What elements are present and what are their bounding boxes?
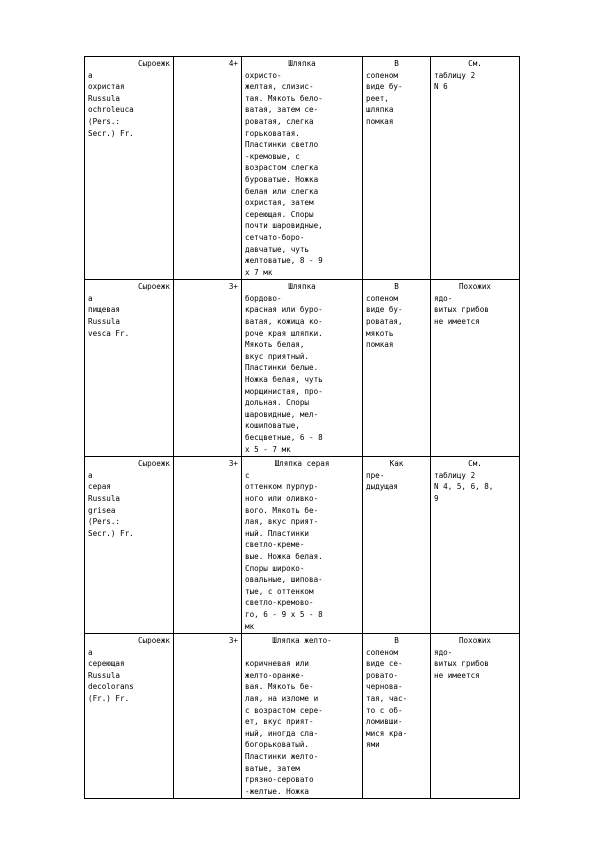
cut-appearance-cell-line: ровато- <box>366 670 399 680</box>
description-cell-line: Шляпка серая <box>274 459 330 469</box>
description-cell-line: ный, иногда сла- <box>245 728 319 738</box>
description-cell-line: бордово- <box>245 293 282 303</box>
cut-appearance-cell <box>363 57 431 280</box>
species-name-cell-line: Сыроежк <box>137 59 170 68</box>
cut-appearance-cell-line: реет, <box>366 93 389 103</box>
cut-appearance-cell-line: В <box>394 282 399 292</box>
description-cell-line: красная или буро- <box>245 305 323 315</box>
species-name-cell-line: Сыроежк <box>137 282 170 292</box>
cut-appearance-cell-line: пре- <box>366 470 385 480</box>
description-cell-line: вого. Мякоть бе- <box>245 505 319 515</box>
table-row <box>85 280 520 457</box>
species-name-cell-line: Russula <box>88 93 121 103</box>
description-cell-line: х 5 - 7 мк <box>245 444 291 454</box>
description-cell-line: оттенком пурпур- <box>245 482 319 492</box>
cut-appearance-cell-line: ями <box>366 740 380 750</box>
description-cell <box>242 634 363 799</box>
similar-species-cell-line: Похожих <box>458 636 491 646</box>
species-name-cell-line: vesca Fr. <box>88 328 130 338</box>
description-cell-line: лая, вкус прият- <box>245 517 319 527</box>
description-cell-line: желтая, слизис- <box>245 82 314 92</box>
description-cell-line: ный. Пластинки <box>245 528 310 538</box>
similar-species-cell-line: витых грибов <box>434 659 489 669</box>
edibility-rating-cell <box>174 57 242 280</box>
edibility-rating-cell <box>174 634 242 799</box>
description-cell-line: почти шаровидные, <box>245 221 323 231</box>
similar-species-cell <box>431 280 520 457</box>
mushroom-table <box>84 56 520 799</box>
description-cell-line: Шляпка <box>288 282 316 292</box>
species-name-cell <box>85 57 174 280</box>
description-cell-line: морщинистая, про- <box>245 386 323 396</box>
description-cell-line: кошиповатые, <box>245 421 300 431</box>
description-cell-line: вые. Ножка белая. <box>245 551 323 561</box>
similar-species-cell-line: См. <box>468 59 482 68</box>
description-cell-line: возрастом слегка <box>245 163 319 173</box>
edibility-rating-cell-line: 3+ <box>228 282 238 292</box>
description-cell-line: богорьковатый. <box>245 740 310 750</box>
edibility-rating-cell-line: 3+ <box>228 459 238 469</box>
description-cell-line: Шляпка <box>288 59 316 68</box>
description-cell-line: ет, вкус прият- <box>245 717 314 727</box>
description-cell-line: -желтые. Ножка <box>245 786 310 796</box>
description-cell <box>242 457 363 634</box>
species-name-cell <box>85 457 174 634</box>
similar-species-cell-line: ядо- <box>434 647 453 657</box>
description-cell-line: вая. Мякоть бе- <box>245 682 314 692</box>
description-cell-line: роче края шляпки. <box>245 328 323 338</box>
similar-species-cell-line: Похожих <box>458 282 491 292</box>
table-row <box>85 57 520 280</box>
cut-appearance-cell-line: ломивши- <box>366 717 403 727</box>
similar-species-cell <box>431 57 520 280</box>
similar-species-cell-line: N 4, 5, 6, 8, <box>434 482 494 492</box>
description-cell-line: -кремовые, с <box>245 151 300 161</box>
cut-appearance-cell-line: то с об- <box>366 705 403 715</box>
description-cell-line: с <box>245 470 250 480</box>
species-name-cell-line: а <box>88 70 93 80</box>
description-cell-line: светло-кремово- <box>245 598 314 608</box>
species-name-cell-line: Сыроежк <box>137 636 170 646</box>
description-cell-line: желто-оранже- <box>245 670 305 680</box>
cut-appearance-cell-line: виде се- <box>366 659 403 669</box>
description-cell-line: роватая, слегка <box>245 116 314 126</box>
description-cell-line: го, 6 - 9 х 5 - 8 <box>245 609 323 619</box>
description-cell-line: Пластинки желто- <box>245 752 319 762</box>
description-cell <box>242 57 363 280</box>
cut-appearance-cell <box>363 634 431 799</box>
cut-appearance-cell-line: дыдущая <box>366 482 399 492</box>
species-name-cell-line: а <box>88 293 93 303</box>
species-name-cell-line: (Fr.) Fr. <box>88 694 130 704</box>
species-name-cell-line: Russula <box>88 670 121 680</box>
description-cell-line: ватые, затем <box>245 763 300 773</box>
description-cell-line: желтоватые, 8 - 9 <box>245 256 323 266</box>
species-name-cell-line: decolorans <box>88 682 134 692</box>
similar-species-cell-line: См. <box>468 459 482 469</box>
species-name-cell-line: а <box>88 647 93 657</box>
similar-species-cell <box>431 634 520 799</box>
description-cell-line: горьковатая. <box>245 128 300 138</box>
cut-appearance-cell-line: роватая, <box>366 317 403 327</box>
description-cell-line: охристо- <box>245 70 282 80</box>
description-cell-line: давчатые, чуть <box>245 244 310 254</box>
cut-appearance-cell-line: мякоть <box>366 328 394 338</box>
cut-appearance-cell-line: Как <box>389 459 404 469</box>
species-name-cell-line: пищевая <box>88 305 121 315</box>
edibility-rating-cell <box>174 457 242 634</box>
description-cell-line: шаровидные, мел- <box>245 409 319 419</box>
description-cell-line: овальные, шипова- <box>245 575 323 585</box>
description-cell-line: лая, на изломе и <box>245 694 319 704</box>
cut-appearance-cell-line: шляпка <box>366 105 394 115</box>
species-name-cell-line: Russula <box>88 317 121 327</box>
description-cell-line: ватая, затем се- <box>245 105 319 115</box>
description-cell-line: сереющая. Споры <box>245 209 314 219</box>
cut-appearance-cell-line: виде бу- <box>366 82 403 92</box>
description-cell-line: ватая, кожица ко- <box>245 317 323 327</box>
cut-appearance-cell-line: помкая <box>366 340 394 350</box>
cut-appearance-cell-line: мися кра- <box>366 728 408 738</box>
species-name-cell-line: Secr.) Fr. <box>88 128 134 138</box>
similar-species-cell-line: ядо- <box>434 293 453 303</box>
cut-appearance-cell-line: сопеном <box>366 647 399 657</box>
description-cell-line: вкус приятный. <box>245 351 310 361</box>
edibility-rating-cell-line: 4+ <box>228 59 238 68</box>
species-name-cell-line: ochroleuca <box>88 105 134 115</box>
similar-species-cell-line: N 6 <box>434 82 448 92</box>
similar-species-cell <box>431 457 520 634</box>
species-name-cell-line: охристая <box>88 82 125 92</box>
description-cell-line: дольная. Споры <box>245 398 310 408</box>
species-name-cell <box>85 280 174 457</box>
species-name-cell-line: (Pers.: <box>88 116 121 126</box>
cut-appearance-cell-line: В <box>394 636 399 646</box>
similar-species-cell-line: витых грибов <box>434 305 489 315</box>
description-cell-line: с возрастом серe- <box>245 705 323 715</box>
description-cell-line: коричневая или <box>245 659 310 669</box>
description-cell-line: сетчато-боро- <box>245 232 305 242</box>
cut-appearance-cell-line: сопеном <box>366 293 399 303</box>
species-name-cell-line: Сыроежк <box>137 459 170 469</box>
similar-species-cell-line: 9 <box>434 493 439 503</box>
description-cell-line: буроватые. Ножка <box>245 174 319 184</box>
edibility-rating-cell <box>174 280 242 457</box>
description-cell-line: Шляпка желто- <box>272 636 332 646</box>
cut-appearance-cell <box>363 280 431 457</box>
description-cell <box>242 280 363 457</box>
similar-species-cell-line: таблицу 2 <box>434 470 476 480</box>
description-cell-line: мк <box>245 621 255 631</box>
description-cell-line: бесцветные, 6 - 8 <box>245 433 323 442</box>
description-cell-line: тая. Мякоть бело- <box>245 93 323 103</box>
description-cell-line: охристая, затем <box>245 198 314 208</box>
description-cell-line: Пластинки белые. <box>245 363 319 373</box>
similar-species-cell-line: таблицу 2 <box>434 70 476 80</box>
description-cell-line: белая или слегка <box>245 186 319 196</box>
edibility-rating-cell-line: 3+ <box>228 636 238 646</box>
description-cell-line: светло-креме- <box>245 540 305 550</box>
description-cell-line: х 7 мк <box>245 267 273 277</box>
cut-appearance-cell-line: В <box>394 59 399 68</box>
description-cell-line: грязно-серовато <box>245 775 314 785</box>
species-name-cell-line: (Pers.: <box>88 517 121 527</box>
cut-appearance-cell <box>363 457 431 634</box>
cut-appearance-cell-line: черновa- <box>366 682 403 692</box>
description-cell-line: Пластинки светло <box>245 140 319 150</box>
species-name-cell-line: а <box>88 470 93 480</box>
cut-appearance-cell-line: виде бу- <box>366 305 403 315</box>
description-cell-line: Мякоть белая, <box>245 340 305 350</box>
table-row <box>85 457 520 634</box>
cut-appearance-cell-line: помкая <box>366 116 394 126</box>
species-name-cell <box>85 634 174 799</box>
description-cell-line: Ножка белая, чуть <box>245 375 323 385</box>
table-row <box>85 634 520 799</box>
description-cell-line: ного или оливко- <box>245 493 319 503</box>
cut-appearance-cell-line: тая, час- <box>366 694 408 704</box>
species-name-cell-line: grisea <box>88 505 116 515</box>
description-cell-line: тые, с оттенком <box>245 586 314 596</box>
description-cell-line <box>245 647 359 659</box>
species-name-cell-line: сереющая <box>88 659 125 669</box>
species-name-cell-line: Secr.) Fr. <box>88 528 134 538</box>
species-name-cell-line: Russula <box>88 493 121 503</box>
cut-appearance-cell-line: сопеном <box>366 70 399 80</box>
similar-species-cell-line: не имеется <box>434 670 480 680</box>
similar-species-cell-line: не имеется <box>434 317 480 327</box>
description-cell-line: Споры широко- <box>245 563 305 573</box>
species-name-cell-line: серая <box>88 482 111 492</box>
